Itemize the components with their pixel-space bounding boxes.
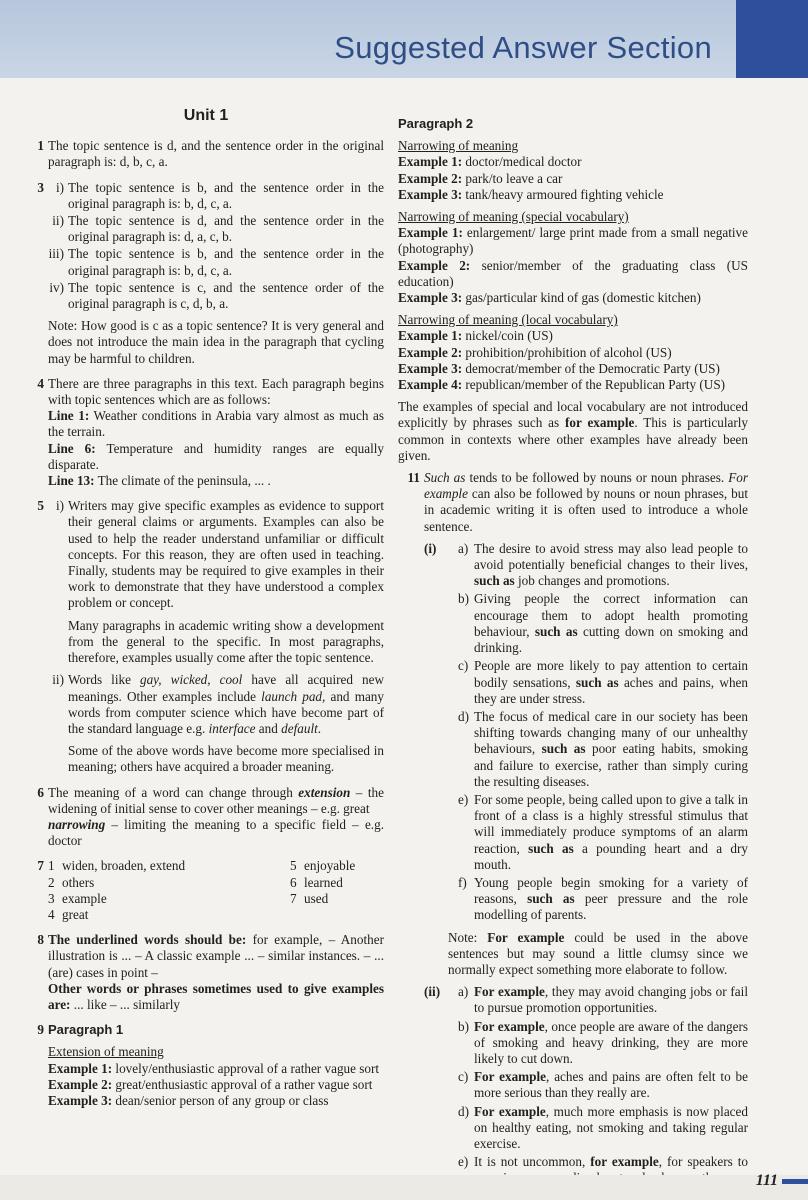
answer-11 <box>398 470 748 1187</box>
example-line <box>398 154 748 170</box>
example-label: Example 2: <box>398 170 463 186</box>
vocab-item <box>48 907 212 923</box>
answer-8 <box>28 932 384 1013</box>
vocab-number: 3 <box>48 890 55 906</box>
example-line <box>398 290 748 306</box>
item-letter: d) <box>458 1103 469 1119</box>
page-number-bar <box>782 1179 808 1184</box>
example-line <box>398 225 748 257</box>
vocab-item <box>290 891 384 907</box>
line-label: Line 1: <box>48 408 90 424</box>
category-heading: Extension of meaning <box>48 1044 164 1060</box>
sub-answer-text: The topic sentence is b, and the sentence order in the original paragraph is: b, d, c, a. <box>68 179 384 211</box>
item-text: Giving people the correct information can encourage them to adopt health promoting behaviour, such as cutting down on smoking and drinking. <box>474 591 748 656</box>
item-letter: e) <box>458 791 469 807</box>
sub-answer <box>48 672 384 775</box>
example-text: prohibition/prohibition of alcohol (US) <box>462 344 672 360</box>
example-line <box>398 171 748 187</box>
example-text: nickel/coin (US) <box>462 328 553 344</box>
sub-answer <box>48 180 384 212</box>
sentence-item <box>458 875 748 924</box>
answer-number: 8 <box>37 932 44 948</box>
example-label: Example 3: <box>48 1092 113 1108</box>
roman-numeral: ii) <box>52 672 64 688</box>
answer-intro: There are three paragraphs in this text. Each paragraph begins with topic sentences which are as follows: <box>48 375 384 408</box>
example-label: Example 3: <box>398 290 463 306</box>
item-text: The desire to avoid stress may also lead people to avoid potentially beneficial changes to their lives, such as job changes and promotions. <box>474 540 748 589</box>
sentence-item <box>458 709 748 790</box>
vocab-number: 7 <box>290 890 297 906</box>
answer-7 <box>28 858 384 923</box>
item-letter: c) <box>458 658 469 674</box>
example-line <box>398 187 748 203</box>
answer-1 <box>28 138 384 170</box>
example-label: Example 1: <box>398 328 463 344</box>
example-label: Example 1: <box>398 225 463 241</box>
answer-4 <box>28 376 384 489</box>
right-column <box>398 108 748 1196</box>
group-label: (ii) <box>424 984 441 1000</box>
item-letter: b) <box>458 1018 469 1034</box>
answer-number: 1 <box>37 138 44 154</box>
left-column <box>28 108 384 1118</box>
example-text: park/to leave a car <box>462 170 563 186</box>
sub-answer <box>48 246 384 278</box>
vocab-word: used <box>304 890 329 906</box>
answer-number: 5 <box>37 498 44 514</box>
vocab-word: learned <box>304 874 343 890</box>
example-text: doctor/medical doctor <box>462 154 582 170</box>
answer-5 <box>28 498 384 775</box>
answer-note: Note: How good is c as a topic sentence? It is very general and does not introduce the main idea in the paragraph that cycling may be harmful to children. <box>48 318 384 366</box>
vocab-number: 4 <box>48 906 55 922</box>
category-heading: Narrowing of meaning (local vocabulary) <box>398 312 618 328</box>
example-line <box>398 328 748 344</box>
category-heading: Narrowing of meaning <box>398 138 519 154</box>
roman-numeral: iv) <box>49 279 64 295</box>
topic-line <box>48 408 384 440</box>
example-label: Example 2: <box>398 344 463 360</box>
item-text: It is not uncommon, for example, for speakers to <box>474 1154 749 1170</box>
sub-answer <box>48 498 384 666</box>
example-label: Example 3: <box>398 186 463 202</box>
paragraph-note: The examples of special and local vocabulary are not introduced explicitly by phrases such as for example. This is particularly common in contexts where other examples have already been given. <box>398 399 748 463</box>
example-text: democrat/member of the Democratic Party (US) <box>462 360 720 376</box>
vocab-item <box>48 858 212 874</box>
unit-title: Unit 1 <box>183 107 229 124</box>
example-line <box>398 377 748 393</box>
item-letter: d) <box>458 708 469 724</box>
vocab-item <box>290 858 384 874</box>
item-letter: f) <box>458 874 467 890</box>
example-text: enlargement/ large print made from a small negative (photography) <box>398 225 748 257</box>
example-line <box>398 361 748 377</box>
sub-answer-text: The topic sentence is d, and the sentence order in the original paragraph is: d, a, c, b. <box>68 213 384 245</box>
item-text: For example, they may avoid changing jobs or fail to pursue promotion opportunities. <box>474 984 748 1016</box>
sentence-item <box>458 591 748 656</box>
item-text: For example, much more emphasis is now placed on healthy eating, not smoking and taking regular exercise. <box>474 1103 748 1151</box>
item-letter: a) <box>458 984 469 1000</box>
example-label: Example 2: <box>398 257 471 273</box>
example-label: Example 1: <box>48 1060 113 1076</box>
paragraph-heading: Paragraph 1 <box>48 1022 124 1038</box>
item-text: Young people begin smoking for a variety of reasons, such as peer pressure and the role modelling of parents. <box>474 874 748 923</box>
sub-answer-text: Writers may give specific examples as evidence to support their general claims or arguments. Examples can also be used to help the reader understand unfamiliar or difficult concepts. For this reason, they are often used in teaching. Finally, students may be required to give examples in their work to demonstrate that they have understood a complex problem or concept. <box>68 498 384 611</box>
vocab-number: 2 <box>48 874 55 890</box>
item-letter: c) <box>458 1069 469 1085</box>
header-tab <box>736 0 808 78</box>
answer-group-i <box>424 541 748 924</box>
vocab-list <box>48 858 384 923</box>
vocab-word: example <box>62 890 107 906</box>
sentence-item <box>458 792 748 873</box>
topic-line <box>48 473 384 489</box>
answer-number: 9 <box>37 1022 44 1038</box>
vocab-column <box>220 858 384 923</box>
example-text: gas/particular kind of gas (domestic kitchen) <box>462 290 701 306</box>
sub-answer-text: Many paragraphs in academic writing show a development from the general to the specific. In most paragraphs, therefore, examples usually come after the topic sentence. <box>68 617 384 666</box>
page-header <box>0 0 808 78</box>
example-line <box>48 1093 384 1109</box>
vocab-number: 1 <box>48 858 55 874</box>
answer-9 <box>28 1022 384 1109</box>
answer-text: The underlined words should be: for example, – Another illustration is ... – A classic example ... – similar instances. – ... (are) cases in point – Other words or phrases sometimes used to give examples are: ... like – ... similarly <box>48 932 384 1012</box>
page-title: Suggested Answer Section <box>334 30 712 65</box>
line-label: Line 13: <box>48 473 95 489</box>
item-text: For some people, being called upon to give a talk in front of a class is a highly stressful stimulus that will immediately produce symptoms of an alarm reaction, such as a pounding heart and a dry mouth. <box>474 791 748 872</box>
answer-text: The topic sentence is d, and the sentence order in the original paragraph is: d, b, c, a. <box>48 138 384 170</box>
vocab-item <box>48 875 212 891</box>
item-text: For example, aches and pains are often felt to be more serious than they really are. <box>474 1069 748 1101</box>
sub-answer <box>48 213 384 245</box>
vocab-word: great <box>62 906 89 922</box>
footer-band <box>0 1175 808 1200</box>
example-line <box>398 258 748 290</box>
sentence-item <box>458 984 748 1016</box>
answer-number: 4 <box>37 375 44 391</box>
vocab-word: enjoyable <box>304 858 356 874</box>
example-label: Example 2: <box>48 1076 113 1092</box>
sentence-item <box>458 1104 748 1153</box>
answer-6 <box>28 785 384 850</box>
vocab-word: widen, broaden, extend <box>62 858 186 874</box>
category-heading: Narrowing of meaning (special vocabulary) <box>398 209 629 225</box>
sentence-item <box>458 1019 748 1068</box>
vocab-number: 5 <box>290 858 297 874</box>
item-letter: a) <box>458 540 469 556</box>
example-text: tank/heavy armoured fighting vehicle <box>462 186 664 202</box>
sentence-item <box>458 1069 748 1101</box>
line-text: Temperature and humidity ranges are equally disparate. <box>48 440 384 472</box>
answer-note: Note: For example could be used in the above sentences but may sound a little clumsy since we normally expect something more elaborate to follow. <box>448 929 748 977</box>
answer-text: The meaning of a word can change through extension – the widening of initial sense to cover other meanings – e.g. great narrowing – limiting the meaning to a specific field – e.g. doctor <box>48 784 384 849</box>
example-label: Example 4: <box>398 377 463 393</box>
sub-answer-text: The topic sentence is c, and the sentence order of the original paragraph is c, d, b, a. <box>68 279 384 312</box>
answer-group-ii <box>424 984 748 1186</box>
example-text: great/enthusiastic approval of a rather vague sort <box>112 1076 373 1092</box>
paragraph-heading: Paragraph 2 <box>398 116 474 131</box>
vocab-item <box>290 875 384 891</box>
vocab-item <box>48 891 212 907</box>
roman-numeral: ii) <box>52 213 64 229</box>
sub-answer-text: Words like gay, wicked, cool have all acquired new meanings. Other examples include launch pad, and many words from computer science which have become part of the standard language e.g. interface and default. <box>68 672 384 736</box>
topic-line <box>48 441 384 473</box>
line-text: Weather conditions in Arabia vary almost as much as the terrain. <box>48 408 384 440</box>
roman-numeral: iii) <box>48 246 64 262</box>
example-text: republican/member of the Republican Party (US) <box>462 377 726 393</box>
answer-number: 11 <box>407 470 420 486</box>
vocab-column <box>48 858 212 923</box>
example-text: dean/senior person of any group or class <box>112 1092 329 1108</box>
example-label: Example 1: <box>398 154 463 170</box>
item-text: People are more likely to pay attention to certain bodily sensations, such as aches and pains, when they are under stress. <box>474 658 748 706</box>
answer-intro: Such as tends to be followed by nouns or noun phrases. For example can also be followed by nouns or noun phrases, but in academic writing it is often used to introduce a whole sentence. <box>424 470 748 534</box>
sentence-item <box>458 541 748 590</box>
example-text: lovely/enthusiastic approval of a rather vague sort <box>112 1060 380 1076</box>
sentence-item <box>458 658 748 707</box>
sub-answer <box>48 280 384 312</box>
sub-answer-text: The topic sentence is b, and the sentence order in the original paragraph is: b, d, c, a. <box>68 246 384 278</box>
example-line <box>398 345 748 361</box>
answer-number: 7 <box>37 858 44 874</box>
example-line <box>48 1077 384 1093</box>
item-letter: e) <box>458 1154 469 1170</box>
line-text: The climate of the peninsula, ... . <box>94 473 271 489</box>
answer-number: 6 <box>37 784 44 800</box>
vocab-word: others <box>62 874 95 890</box>
sub-answer-text: Some of the above words have become more specialised in meaning; others have acquired a broader meaning. <box>68 743 384 775</box>
example-label: Example 3: <box>398 360 463 376</box>
answer-number: 3 <box>37 179 44 195</box>
item-text: The focus of medical care in our society has been shifting towards changing many of our unhealthy behaviours, such as poor eating habits, smoking and failure to exercise, rather than simply curing the resulting diseases. <box>474 708 748 789</box>
answer-3 <box>28 180 384 367</box>
roman-numeral: i) <box>55 179 64 195</box>
vocab-number: 6 <box>290 874 297 890</box>
group-label: (i) <box>424 540 437 556</box>
item-text: For example, once people are aware of the dangers of smoking and heavy drinking, they are more likely to cut down. <box>474 1018 748 1066</box>
roman-numeral: i) <box>55 498 64 514</box>
example-text: senior/member of the graduating class (US education) <box>398 257 748 289</box>
item-letter: b) <box>458 591 469 607</box>
page-number: 111 <box>755 1172 778 1189</box>
example-line <box>48 1061 384 1077</box>
line-label: Line 6: <box>48 440 96 456</box>
